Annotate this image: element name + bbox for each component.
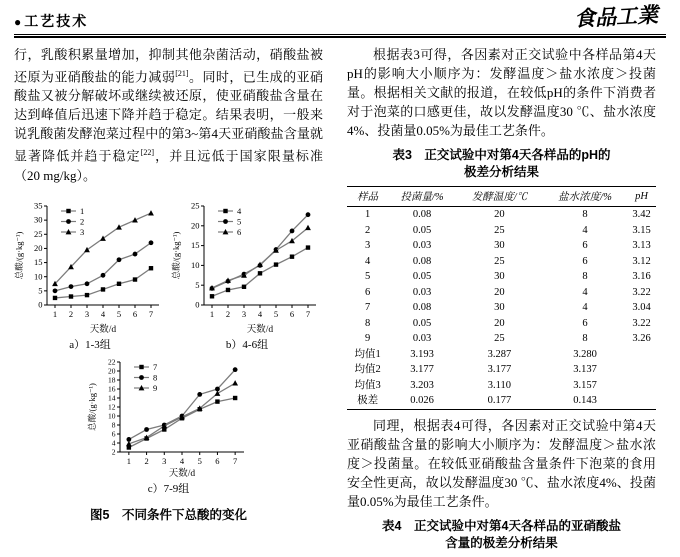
svg-text:6: 6 [132, 308, 138, 319]
table-4-title [347, 518, 656, 552]
svg-text:7: 7 [232, 455, 237, 466]
table-column-header: pH [627, 187, 656, 207]
svg-text:5: 5 [195, 279, 200, 290]
table-cell: 3.13 [632, 240, 651, 251]
svg-text:18: 18 [107, 375, 115, 385]
table-cell: 3.04 [632, 302, 651, 313]
left-column [14, 45, 323, 557]
table-cell: 3.287 [487, 348, 512, 360]
svg-text:10: 10 [191, 259, 200, 270]
svg-text:0: 0 [195, 299, 200, 310]
line-chart-groups-4-6 [171, 199, 323, 335]
line-chart-groups-7-9 [87, 355, 251, 479]
table-cell: 4 [364, 255, 371, 267]
table-cell: 3.26 [632, 333, 651, 344]
svg-text:天数/d: 天数/d [168, 468, 195, 479]
table-cell: 30 [494, 271, 505, 282]
svg-text:3: 3 [241, 308, 247, 319]
subcaption-c: c）7-9组 [147, 482, 190, 495]
table-cell: 7 [364, 302, 371, 313]
chart-block-b [171, 199, 323, 352]
table-cell: 2 [364, 224, 371, 236]
subcaption-b: b）4-6组 [225, 338, 269, 351]
table-row [347, 347, 656, 363]
svg-text:7: 7 [148, 308, 154, 319]
svg-text:总酸/(g·kg⁻¹): 总酸/(g·kg⁻¹) [171, 231, 181, 279]
svg-text:5: 5 [197, 455, 202, 466]
svg-text:5: 5 [116, 308, 122, 319]
table-cell [627, 347, 656, 363]
svg-text:3: 3 [80, 226, 85, 237]
body-paragraph-continuation [14, 45, 323, 185]
two-column-layout [14, 45, 666, 557]
figure-caption: 图5 不同条件下总酸的变化 [90, 507, 247, 522]
svg-text:25: 25 [34, 228, 43, 239]
table-cell: 0.05 [412, 224, 432, 236]
table-cell: 3 [364, 240, 371, 251]
table-cell: 25 [494, 333, 505, 344]
table-column-header: 发酵温度/℃ [456, 187, 543, 207]
table-3 [347, 186, 656, 410]
table-column-header: 盐水浓度/% [543, 187, 627, 207]
svg-text:10: 10 [34, 270, 43, 281]
table-row [347, 238, 656, 254]
header-rule [14, 34, 666, 38]
table-cell: 8 [582, 333, 588, 344]
table-cell: 20 [494, 209, 505, 220]
table-cell: 3.12 [632, 255, 651, 267]
table-row [347, 300, 656, 316]
svg-text:20: 20 [107, 366, 115, 376]
table-cell: 0.177 [487, 395, 512, 406]
svg-text:5: 5 [273, 308, 279, 319]
journal-logo: 食品工業 [573, 2, 659, 32]
table-cell: 25 [494, 224, 505, 236]
table-cell: 4 [582, 224, 588, 236]
table-row [347, 378, 656, 394]
svg-text:2: 2 [225, 308, 231, 319]
table-row [347, 207, 656, 223]
table-cell [627, 378, 656, 394]
section-label: 工艺技术 [24, 13, 89, 29]
table-cell: 1 [364, 209, 371, 220]
table-3-title [347, 147, 656, 181]
svg-text:天数/d: 天数/d [89, 324, 117, 335]
svg-text:6: 6 [289, 308, 295, 319]
table-row [347, 331, 656, 347]
svg-text:15: 15 [34, 256, 43, 267]
svg-text:1: 1 [126, 455, 131, 466]
svg-text:0: 0 [38, 299, 43, 310]
table-cell: 8 [582, 271, 588, 282]
table-cell [627, 362, 656, 378]
table-cell: 3.42 [632, 209, 651, 220]
table-cell: 3.157 [573, 379, 597, 391]
table-cell [627, 393, 656, 409]
table-cell: 0.03 [412, 286, 432, 298]
svg-text:6: 6 [111, 429, 115, 439]
table-row [347, 362, 656, 378]
table-cell: 0.03 [412, 333, 432, 344]
svg-text:2: 2 [68, 308, 74, 319]
table-cell: 0.08 [412, 209, 432, 220]
table-cell: 3.137 [573, 364, 597, 375]
svg-text:9: 9 [152, 382, 157, 393]
svg-text:7: 7 [152, 361, 157, 372]
figure-5 [14, 199, 323, 523]
table-cell: 4 [582, 302, 588, 313]
svg-text:4: 4 [100, 308, 106, 319]
svg-text:6: 6 [237, 226, 242, 237]
table-cell: 3.15 [632, 224, 651, 236]
table-cell: 5 [364, 271, 371, 282]
section-tag [14, 11, 88, 31]
figure-row-bottom [14, 355, 323, 496]
svg-text:总酸/(g·kg⁻¹): 总酸/(g·kg⁻¹) [86, 382, 97, 431]
table-cell: 0.05 [412, 317, 432, 329]
table-cell: 0.143 [573, 395, 597, 406]
svg-text:总酸/(g·kg⁻¹): 总酸/(g·kg⁻¹) [14, 231, 24, 279]
table-row [347, 223, 656, 239]
svg-text:25: 25 [191, 200, 200, 211]
table-cell: 9 [364, 333, 371, 344]
section-bullet-icon: ● [14, 15, 22, 29]
table-cell: 3.177 [487, 364, 512, 375]
table-3-title-line-2: 极差分析结果 [463, 165, 539, 179]
table-cell: 3.177 [410, 364, 434, 375]
svg-text:30: 30 [34, 214, 43, 225]
table-cell: 8 [364, 317, 371, 329]
table-cell: 3.110 [487, 379, 512, 391]
table-cell: 3.203 [410, 379, 434, 391]
chart-block-c [87, 355, 251, 496]
svg-text:10: 10 [107, 411, 115, 421]
svg-text:4: 4 [237, 205, 242, 216]
svg-text:6: 6 [214, 455, 220, 466]
table-cell: 30 [494, 240, 505, 251]
table-4-title-line-2: 含量的极差分析结果 [445, 535, 558, 550]
table-cell: 均值3 [354, 379, 381, 391]
table-column-header: 样品 [347, 187, 388, 207]
table-3-body [347, 207, 656, 410]
table-cell: 0.026 [410, 395, 434, 406]
table-cell: 3.16 [632, 271, 651, 282]
table-4-title-line-1: 表4 正交试验中对第4天各样品的亚硝酸盐 [382, 518, 621, 533]
svg-text:20: 20 [191, 220, 200, 231]
table-cell: 3.280 [573, 348, 597, 360]
page-header [14, 2, 666, 32]
table-cell: 0.08 [412, 302, 432, 313]
table-row [347, 285, 656, 301]
chart-block-a [14, 199, 166, 352]
body-paragraph-nitrite-analysis: 同理，根据表4可得，各因素对正交试验中第4天亚硝酸盐含量的影响大小顺序为：发酵温度＞盐水浓度＞投菌量。在较低亚硝酸盐含量条件下泡菜的食用安全性更高，故以发酵温度30 ℃、盐水浓度4%、投菌量0.05%为最佳工艺条件。 [347, 417, 656, 509]
svg-text:天数/d: 天数/d [246, 324, 274, 335]
table-cell: 均值1 [354, 348, 381, 360]
svg-text:4: 4 [179, 455, 184, 466]
svg-text:4: 4 [257, 308, 263, 319]
table-3-title-line-1: 表3 正交试验中对第4天各样品的pH的 [392, 148, 611, 162]
svg-text:3: 3 [161, 455, 166, 466]
text-segment: 。同时，已生成的亚硝酸盐又被分解破坏或继续被还原，使亚硝酸盐含量在达到峰值后迅速下降并趋于稳定。结果表明，一般来说乳酸菌发酵泡菜过程中的第3~第4天亚硝酸盐含量就显著降低并趋于稳定 [14, 69, 323, 164]
table-cell: 0.08 [412, 255, 432, 267]
svg-text:8: 8 [111, 420, 115, 430]
figure-row-top [14, 199, 323, 352]
table-row [347, 316, 656, 332]
svg-text:8: 8 [152, 372, 157, 383]
table-cell: 30 [494, 302, 505, 313]
svg-text:12: 12 [107, 402, 115, 412]
table-cell: 4 [582, 286, 588, 298]
svg-text:4: 4 [111, 438, 115, 448]
table-cell: 20 [494, 317, 505, 329]
table-cell: 均值2 [354, 364, 381, 375]
table-cell: 0.03 [412, 240, 432, 251]
table-cell: 极差 [357, 395, 379, 406]
reference-marker: [22] [140, 148, 155, 158]
body-paragraph-ph-analysis: 根据表3可得，各因素对正交试验中各样品第4天pH的影响大小顺序为：发酵温度＞盐水浓度＞投菌量。根据相关文献的报道，在较低pH的条件下消费者对于泡菜的口感更佳，故以发酵温度30 ℃、盐水浓度4%、投菌量0.05%为最佳工艺条件。 [347, 47, 656, 138]
table-cell: 3.22 [632, 286, 651, 298]
table-cell: 6 [582, 255, 588, 267]
table-row [347, 254, 656, 270]
table-cell: 3.193 [410, 348, 434, 360]
svg-text:1: 1 [52, 308, 58, 319]
table-row [347, 393, 656, 409]
subcaption-a: a）1-3组 [69, 338, 111, 351]
table-cell: 8 [582, 209, 588, 220]
svg-text:7: 7 [305, 308, 311, 319]
svg-text:16: 16 [107, 384, 115, 394]
svg-text:5: 5 [237, 216, 242, 227]
table-cell: 6 [582, 317, 588, 329]
line-chart-groups-1-3 [14, 199, 166, 335]
right-column [347, 45, 656, 557]
svg-text:2: 2 [80, 216, 85, 227]
table-column-header: 投菌量/% [388, 187, 456, 207]
svg-text:15: 15 [191, 239, 200, 250]
text-segment: ，并且远低于国家限量标准（20 mg/kg）。 [14, 148, 323, 183]
svg-text:1: 1 [80, 205, 85, 216]
svg-text:14: 14 [107, 393, 115, 403]
svg-text:1: 1 [209, 308, 215, 319]
reference-marker: [21] [175, 69, 189, 78]
table-cell: 6 [582, 240, 588, 251]
table-row [347, 269, 656, 285]
table-cell: 0.05 [412, 271, 432, 282]
table-cell: 20 [494, 286, 505, 298]
svg-text:20: 20 [34, 242, 43, 253]
text-segment: 行，乳酸积累量增加，抑制其他杂菌活动，硝酸盐被还原为亚硝酸盐的能力减弱 [14, 47, 323, 85]
table-cell: 25 [494, 255, 505, 267]
svg-text:5: 5 [38, 285, 43, 296]
table-cell: 3.22 [632, 317, 651, 329]
svg-text:2: 2 [143, 455, 149, 466]
svg-text:3: 3 [84, 308, 90, 319]
table-cell: 6 [364, 286, 371, 298]
table-header-row [347, 187, 656, 207]
svg-text:2: 2 [111, 447, 115, 457]
svg-text:22: 22 [107, 357, 115, 367]
svg-text:35: 35 [34, 200, 43, 211]
table-3-head [347, 187, 656, 207]
